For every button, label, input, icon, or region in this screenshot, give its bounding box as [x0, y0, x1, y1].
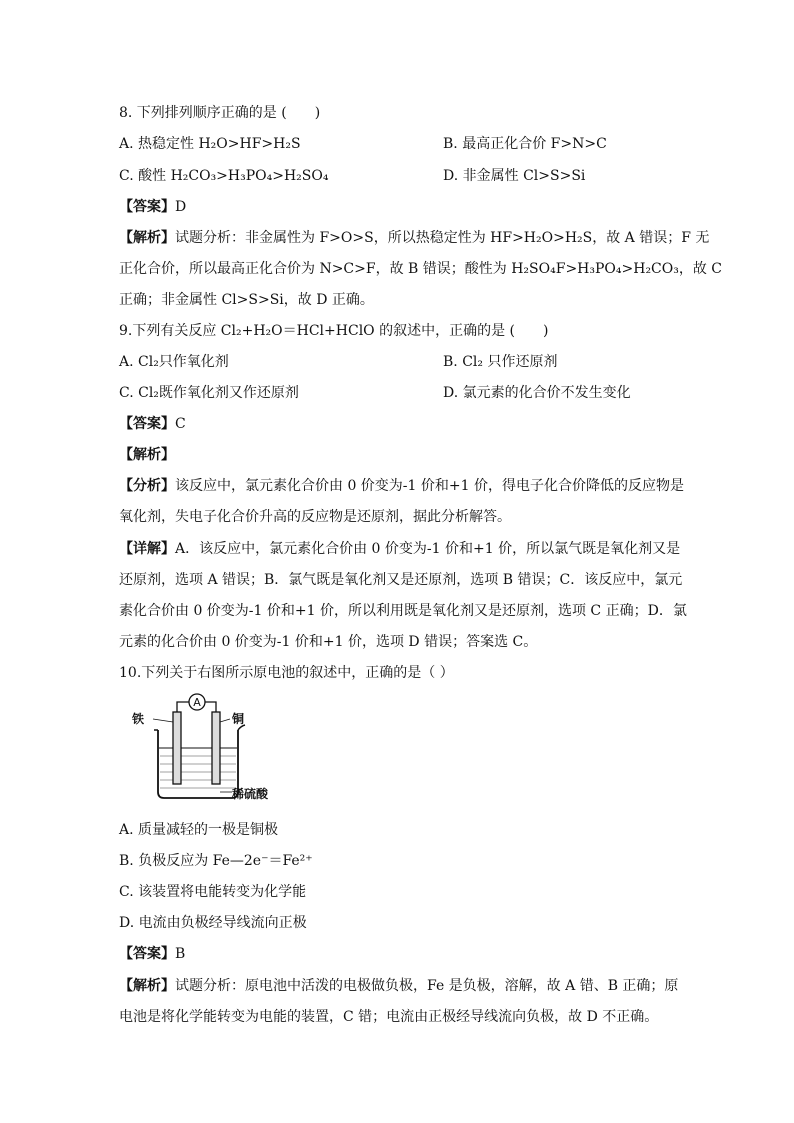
q10-option-d: D. 电流由负极经导线流向正极: [119, 915, 307, 931]
q10-analysis-text-1: 试题分析：原电池中活泼的电极做负极，Fe 是负极，溶解，故 A 错、B 正确；原: [175, 978, 679, 994]
q10-option-c: C. 该装置将电能转变为化学能: [119, 884, 307, 900]
q10-answer-tag: 【答案】: [119, 946, 175, 962]
wire-left: [177, 702, 189, 712]
q9-stem: 9.下列有关反应 Cl₂+H₂O＝HCl+HClO 的叙述中，正确的是 ( ): [119, 323, 549, 339]
q8-analysis-text-1: 试题分析：非金属性为 F>O>S，所以热稳定性为 HF>H₂O>H₂S，故 A 错误；F 无: [175, 230, 710, 246]
q9-xiangjie-line-1: [119, 539, 680, 559]
q10-answer-line: [119, 944, 185, 964]
q8-analysis-line-1: [119, 228, 709, 248]
iron-electrode: [173, 712, 181, 784]
q8-answer-tag: 【答案】: [119, 199, 175, 215]
q9-xiangjie-line-4: 元素的化合价由 0 价变为-1 价和+1 价，选项 D 错误；答案选 C。: [119, 634, 538, 650]
q10-option-b: B. 负极反应为 Fe—2e⁻＝Fe²⁺: [119, 853, 313, 869]
q8-stem: 8. 下列排列顺序正确的是 ( ): [119, 105, 321, 121]
q9-option-a: A. Cl₂只作氧化剂: [119, 354, 229, 370]
label-acid: 稀硫酸: [232, 787, 269, 801]
copper-electrode: [212, 712, 220, 784]
q9-xiangjie-line-3: 素化合价由 0 价变为-1 价和+1 价，所以利用既是氧化剂又是还原剂，选项 C 正确；D．氯: [119, 603, 687, 619]
q8-option-b: B. 最高正化合价 F>N>C: [443, 136, 607, 152]
q8-analysis-tag: 【解析】: [119, 230, 175, 246]
galvanic-cell-figure: [120, 686, 300, 806]
q10-analysis-line-1: [119, 976, 678, 996]
q8-answer-line: [119, 197, 186, 217]
q9-jiexi-tag: 【解析】: [119, 447, 175, 463]
q9-fenxi-text-1: 该反应中，氯元素化合价由 0 价变为-1 价和+1 价，得电子化合价降低的反应物是: [175, 478, 684, 494]
wire-right: [205, 702, 216, 712]
solution-hatching: [160, 756, 236, 788]
q9-xiangjie-line-2: 还原剂，选项 A 错误；B．氯气既是氧化剂又是还原剂，选项 B 错误；C．该反应中，氯元: [119, 572, 683, 588]
q8-analysis-line-2: 正化合价，所以最高正化合价为 N>C>F，故 B 错误；酸性为 H₂SO₄F>H₃PO₄>H₂CO₃，故 C: [119, 261, 723, 277]
q9-answer-line: [119, 414, 186, 434]
q8-analysis-line-3: 正确；非金属性 Cl>S>Si，故 D 正确。: [119, 292, 374, 308]
q10-analysis-line-2: 电池是将化学能转变为电能的装置，C 错；电流由正极经导线流向负极，故 D 不正确。: [119, 1009, 659, 1025]
q10-stem: 10.下列关于右图所示原电池的叙述中，正确的是（ ）: [119, 665, 454, 681]
q9-xiangjie-tag: 【详解】: [119, 541, 175, 557]
q9-answer: C: [175, 416, 186, 432]
q9-fenxi-line-2: 氧化剂，失电子化合价升高的反应物是还原剂，据此分析解答。: [119, 509, 511, 525]
q10-option-a: A. 质量减轻的一极是铜极: [119, 822, 279, 838]
label-iron: 铁: [132, 712, 145, 726]
q8-option-c: C. 酸性 H₂CO₃>H₃PO₄>H₂SO₄: [119, 168, 329, 184]
q9-xiangjie-text-1: A．该反应中，氯元素化合价由 0 价变为-1 价和+1 价，所以氯气既是氧化剂又是: [175, 541, 681, 557]
q8-option-d: D. 非金属性 Cl>S>Si: [443, 168, 586, 184]
q8-answer: D: [175, 199, 187, 215]
q9-fenxi-line-1: [119, 476, 684, 496]
q10-analysis-tag: 【解析】: [119, 978, 175, 994]
q9-option-c: C. Cl₂既作氧化剂又作还原剂: [119, 385, 299, 401]
ammeter-label: A: [193, 696, 201, 709]
label-copper: 铜: [232, 712, 245, 726]
copper-leader: [220, 719, 230, 722]
q9-option-d: D. 氯元素的化合价不发生变化: [443, 385, 631, 401]
q9-answer-tag: 【答案】: [119, 416, 175, 432]
iron-leader: [153, 719, 173, 722]
q8-option-a: A. 热稳定性 H₂O>HF>H₂S: [119, 136, 301, 152]
q9-option-b: B. Cl₂ 只作还原剂: [443, 354, 558, 370]
q10-answer: B: [175, 946, 186, 962]
q9-fenxi-tag: 【分析】: [119, 478, 175, 494]
